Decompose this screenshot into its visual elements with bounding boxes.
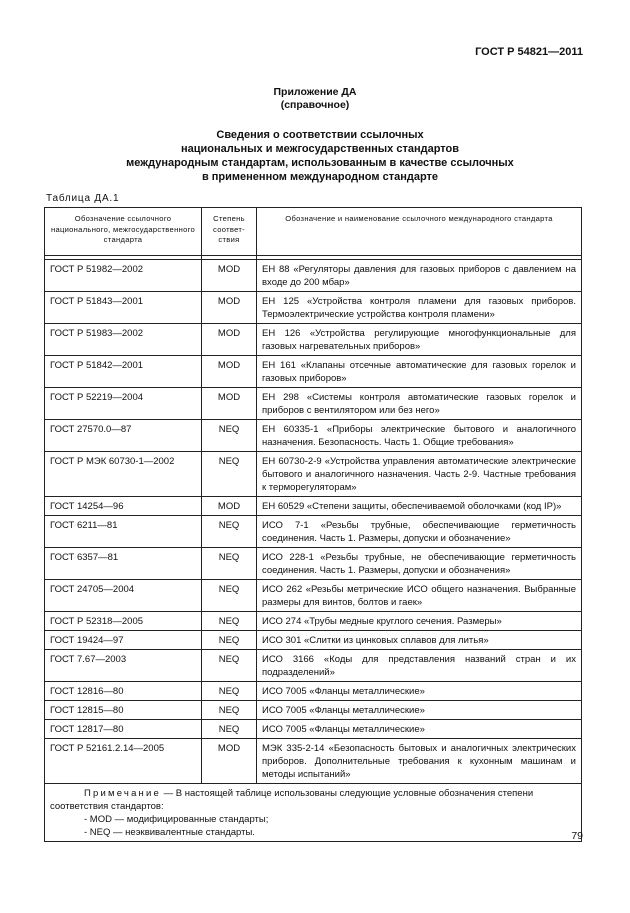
note-item: - NEQ — неэквивалентные стандарты. — [84, 827, 255, 838]
section-heading — [90, 128, 550, 184]
cell-degree: NEQ — [202, 650, 257, 682]
header-designation: Обозначение ссылочного национального, межгосударственного стандарта — [45, 208, 202, 256]
table-row — [45, 388, 582, 420]
cell-degree: NEQ — [202, 516, 257, 548]
table-row — [45, 682, 582, 701]
heading-line: в примененном международном стандарте — [201, 171, 439, 183]
cell-intl-standard: ИСО 7-1 «Резьбы трубные, обеспечивающие герметичность соединения. Часть 1. Размеры, допуски и обозначение» — [257, 516, 582, 548]
table-row — [45, 612, 582, 631]
cell-designation: ГОСТ 6357—81 — [45, 548, 202, 580]
cell-intl-standard: ИСО 274 «Трубы медные круглого сечения. Размеры» — [257, 612, 582, 631]
cell-designation: ГОСТ 14254—96 — [45, 497, 202, 516]
table-row — [45, 701, 582, 720]
note-item: - MOD — модифицированные стандарты; — [84, 814, 269, 825]
cell-designation: ГОСТ 12815—80 — [45, 701, 202, 720]
page-number: 79 — [571, 830, 583, 842]
cell-designation: ГОСТ 12816—80 — [45, 682, 202, 701]
cell-intl-standard: ЕН 60730-2-9 «Устройства управления автоматические электрические бытового и аналогичного назначения. Часть 2-9. Частные требования к терморегуляторам» — [257, 452, 582, 497]
table-row — [45, 324, 582, 356]
cell-degree: MOD — [202, 324, 257, 356]
cell-intl-standard: МЭК 335-2-14 «Безопасность бытовых и аналогичных электрических приборов. Дополнительные требования к кухонным машинам и методы испытаний» — [257, 739, 582, 784]
note-row — [45, 784, 582, 842]
cell-intl-standard: ЕН 60529 «Степени защиты, обеспечиваемой оболочками (код IP)» — [257, 497, 582, 516]
cell-degree: MOD — [202, 260, 257, 292]
cell-designation: ГОСТ 7.67—2003 — [45, 650, 202, 682]
document-id: ГОСТ Р 54821—2011 — [475, 46, 583, 58]
cell-degree: MOD — [202, 739, 257, 784]
header-intl: Обозначение и наименование ссылочного международного стандарта — [257, 208, 582, 256]
table-row — [45, 631, 582, 650]
cell-degree: MOD — [202, 497, 257, 516]
cell-designation: ГОСТ Р 52219—2004 — [45, 388, 202, 420]
table-header-row — [45, 208, 582, 256]
correspondence-table — [44, 207, 582, 842]
cell-degree: NEQ — [202, 612, 257, 631]
cell-designation: ГОСТ 19424—97 — [45, 631, 202, 650]
cell-degree: NEQ — [202, 548, 257, 580]
cell-designation: ГОСТ Р 52318—2005 — [45, 612, 202, 631]
note-text: — В настоящей таблице использованы следующие условные обозначения степени соответствия стандартов: — [50, 788, 534, 812]
cell-designation: ГОСТ Р 52161.2.14—2005 — [45, 739, 202, 784]
cell-intl-standard: ИСО 262 «Резьбы метрические ИСО общего назначения. Выбранные размеры для винтов, болтов и гаек» — [257, 580, 582, 612]
table-title: Таблица ДА.1 — [46, 193, 120, 204]
cell-designation: ГОСТ Р 51843—2001 — [45, 292, 202, 324]
table-row — [45, 452, 582, 497]
cell-intl-standard: ЕН 126 «Устройства регулирующие многофункциональные для газовых нагревательных приборов» — [257, 324, 582, 356]
appendix-subtitle: (справочное) — [280, 99, 350, 111]
table-row — [45, 420, 582, 452]
table-row — [45, 580, 582, 612]
appendix-title: Приложение ДА — [273, 86, 357, 98]
cell-designation: ГОСТ Р МЭК 60730-1—2002 — [45, 452, 202, 497]
cell-intl-standard: ЕН 161 «Клапаны отсечные автоматические для газовых горелок и газовых приборов» — [257, 356, 582, 388]
cell-intl-standard: ИСО 3166 «Коды для представления названий стран и их подразделений» — [257, 650, 582, 682]
cell-degree: NEQ — [202, 631, 257, 650]
cell-designation: ГОСТ 12817—80 — [45, 720, 202, 739]
cell-degree: NEQ — [202, 682, 257, 701]
header-degree: Степень соответ-ствия — [202, 208, 257, 256]
table-row — [45, 356, 582, 388]
cell-intl-standard: ЕН 60335-1 «Приборы электрические бытового и аналогичного назначения. Безопасность. Часть 1. Общие требования» — [257, 420, 582, 452]
cell-intl-standard: ИСО 301 «Слитки из цинковых сплавов для литья» — [257, 631, 582, 650]
heading-line: Сведения о соответствии ссылочных — [216, 129, 424, 141]
cell-intl-standard: ЕН 125 «Устройства контроля пламени для газовых приборов. Термоэлектрические устройства контроля пламени» — [257, 292, 582, 324]
cell-designation: ГОСТ 24705—2004 — [45, 580, 202, 612]
cell-designation: ГОСТ 27570.0—87 — [45, 420, 202, 452]
cell-intl-standard: ИСО 7005 «Фланцы металлические» — [257, 720, 582, 739]
cell-intl-standard: ЕН 88 «Регуляторы давления для газовых приборов с давлением на входе до 200 мбар» — [257, 260, 582, 292]
table-row — [45, 260, 582, 292]
cell-degree: MOD — [202, 356, 257, 388]
cell-intl-standard: ИСО 7005 «Фланцы металлические» — [257, 682, 582, 701]
cell-intl-standard: ЕН 298 «Системы контроля автоматические газовых горелок и приборов с вентилятором или без него» — [257, 388, 582, 420]
cell-degree: MOD — [202, 388, 257, 420]
cell-degree: NEQ — [202, 420, 257, 452]
cell-designation: ГОСТ 6211—81 — [45, 516, 202, 548]
table-note — [45, 784, 582, 842]
cell-degree: NEQ — [202, 701, 257, 720]
cell-designation: ГОСТ Р 51983—2002 — [45, 324, 202, 356]
table-row — [45, 292, 582, 324]
cell-degree: MOD — [202, 292, 257, 324]
heading-line: национальных и межгосударственных стандартов — [180, 143, 459, 155]
cell-degree: NEQ — [202, 720, 257, 739]
table-row — [45, 720, 582, 739]
table-row — [45, 739, 582, 784]
cell-designation: ГОСТ Р 51842—2001 — [45, 356, 202, 388]
cell-intl-standard: ИСО 7005 «Фланцы металлические» — [257, 701, 582, 720]
table-row — [45, 650, 582, 682]
table-row — [45, 516, 582, 548]
table-row — [45, 548, 582, 580]
cell-designation: ГОСТ Р 51982—2002 — [45, 260, 202, 292]
heading-line: международным стандартам, использованным в качестве ссылочных — [126, 157, 514, 169]
note-label: Примечание — [84, 788, 161, 799]
table-row — [45, 497, 582, 516]
cell-degree: NEQ — [202, 580, 257, 612]
cell-degree: NEQ — [202, 452, 257, 497]
cell-intl-standard: ИСО 228-1 «Резьбы трубные, не обеспечивающие герметичность соединения. Часть 1. Размеры, допуски и обозначения» — [257, 548, 582, 580]
